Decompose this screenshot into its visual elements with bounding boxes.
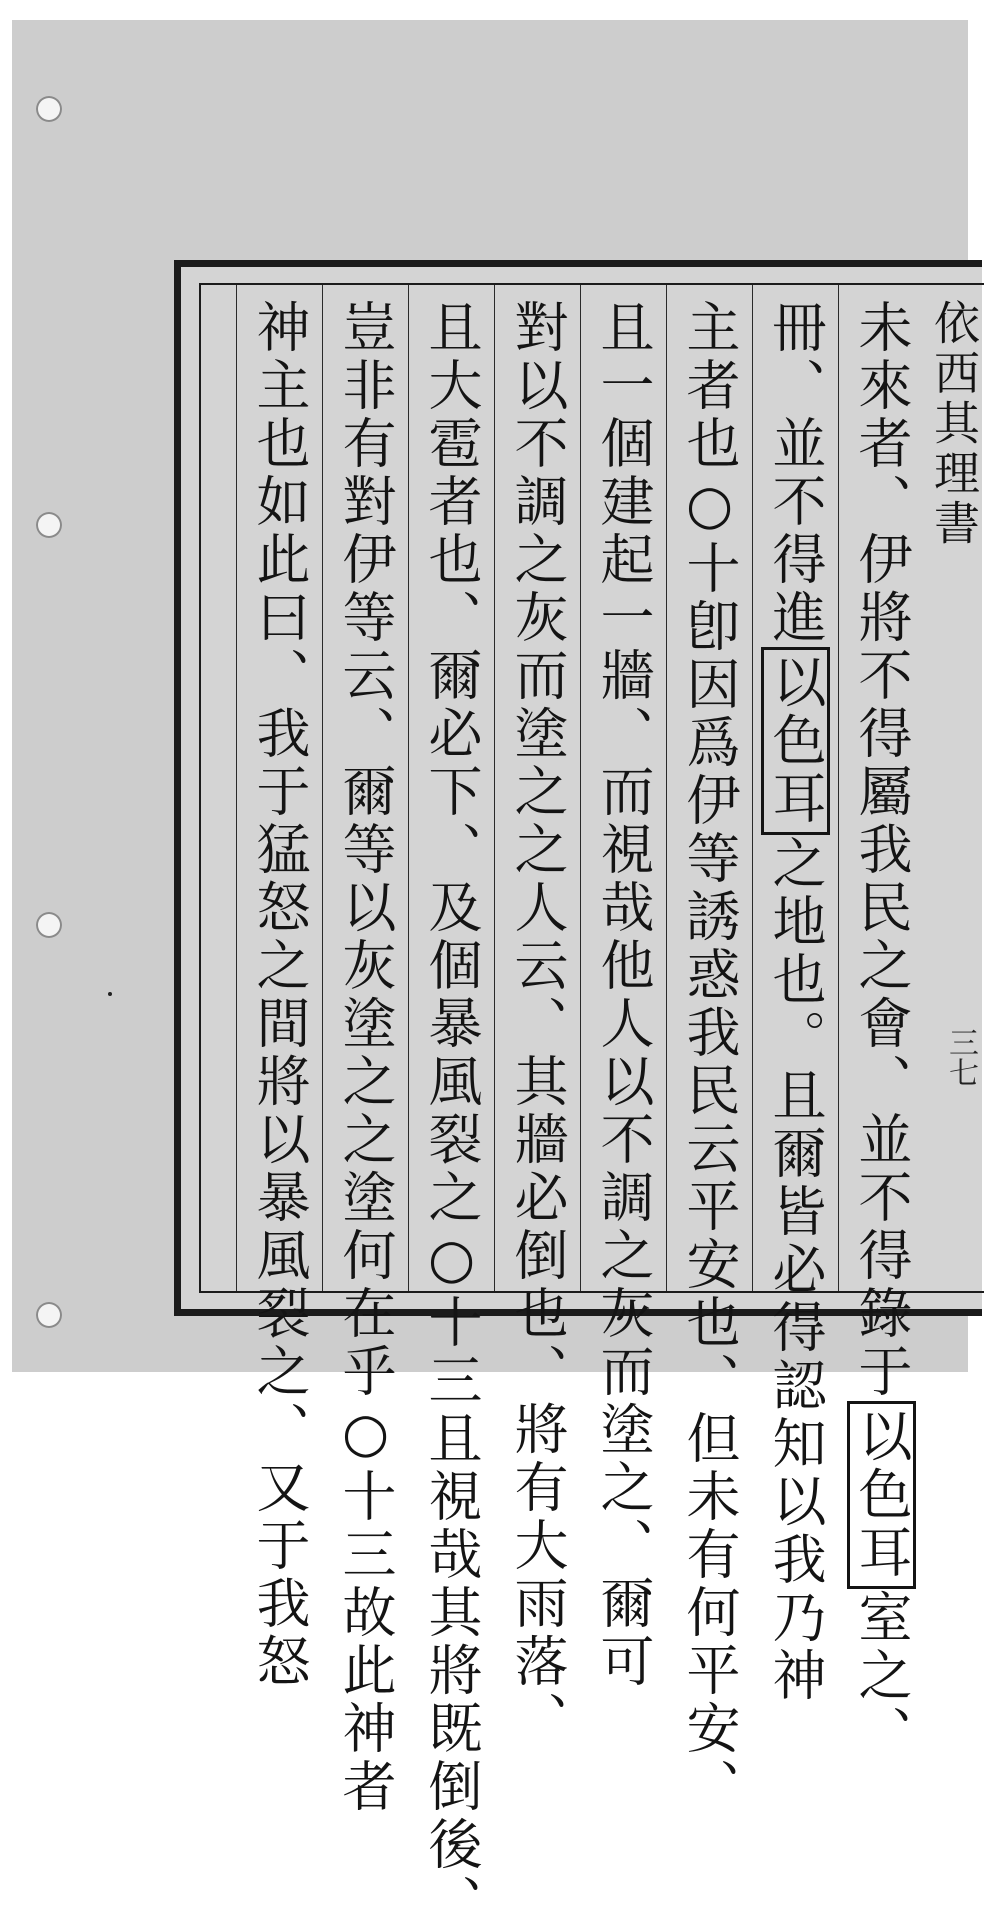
inner-border: [199, 283, 984, 1932]
binder-hole: [36, 912, 62, 938]
binder-hole: [36, 512, 62, 538]
text-column: [408, 285, 494, 1932]
text-frame: [174, 260, 982, 1932]
boxed-name: 以色耳: [761, 647, 830, 835]
binder-hole: [36, 96, 62, 122]
text-column: [236, 285, 322, 1691]
text-column: [580, 285, 666, 1691]
text-columns: [201, 285, 984, 1932]
page-number: 三七: [943, 1027, 978, 1087]
column-text: 室之、: [850, 1589, 913, 1763]
text-column: [838, 285, 924, 1763]
header-column: [924, 285, 984, 1291]
text-column: [322, 285, 408, 1816]
column-text: 之地也。且爾皆必得認知以我乃神: [764, 835, 827, 1705]
column-text: 未來者、伊將不得屬我民之會、並不得錄于: [850, 299, 913, 1401]
ink-speck: [108, 992, 112, 996]
scanned-page: [12, 20, 981, 1932]
title-prefix: 依: [927, 299, 981, 349]
boxed-name: 以色耳: [847, 1401, 916, 1589]
column-text: 主者也○十卽因爲伊等誘惑我民云平安也、但未有何平安、: [678, 299, 741, 1816]
text-column: [494, 285, 580, 1749]
column-text: 神主也如此曰、我于猛怒之間將以暴風裂之、又于我怒: [248, 299, 311, 1691]
column-text: 對以不調之灰而塗之之人云、其牆必倒也、將有大雨落、: [506, 299, 569, 1749]
binder-hole: [36, 1302, 62, 1328]
column-text: 冊、並不得進: [764, 299, 827, 647]
column-text: 且一個建起一牆、而視哉他人以不調之灰而塗之、爾可: [592, 299, 655, 1691]
text-column: [752, 285, 838, 1705]
column-text: 豈非有對伊等云、爾等以灰塗之之塗何在乎○十三故此神者: [334, 299, 397, 1816]
column-text: 且大雹者也、爾必下、及個暴風裂之○十三且視哉其將既倒後、: [420, 299, 483, 1932]
text-column: [666, 285, 752, 1816]
book-title: 西其理書: [927, 349, 981, 549]
